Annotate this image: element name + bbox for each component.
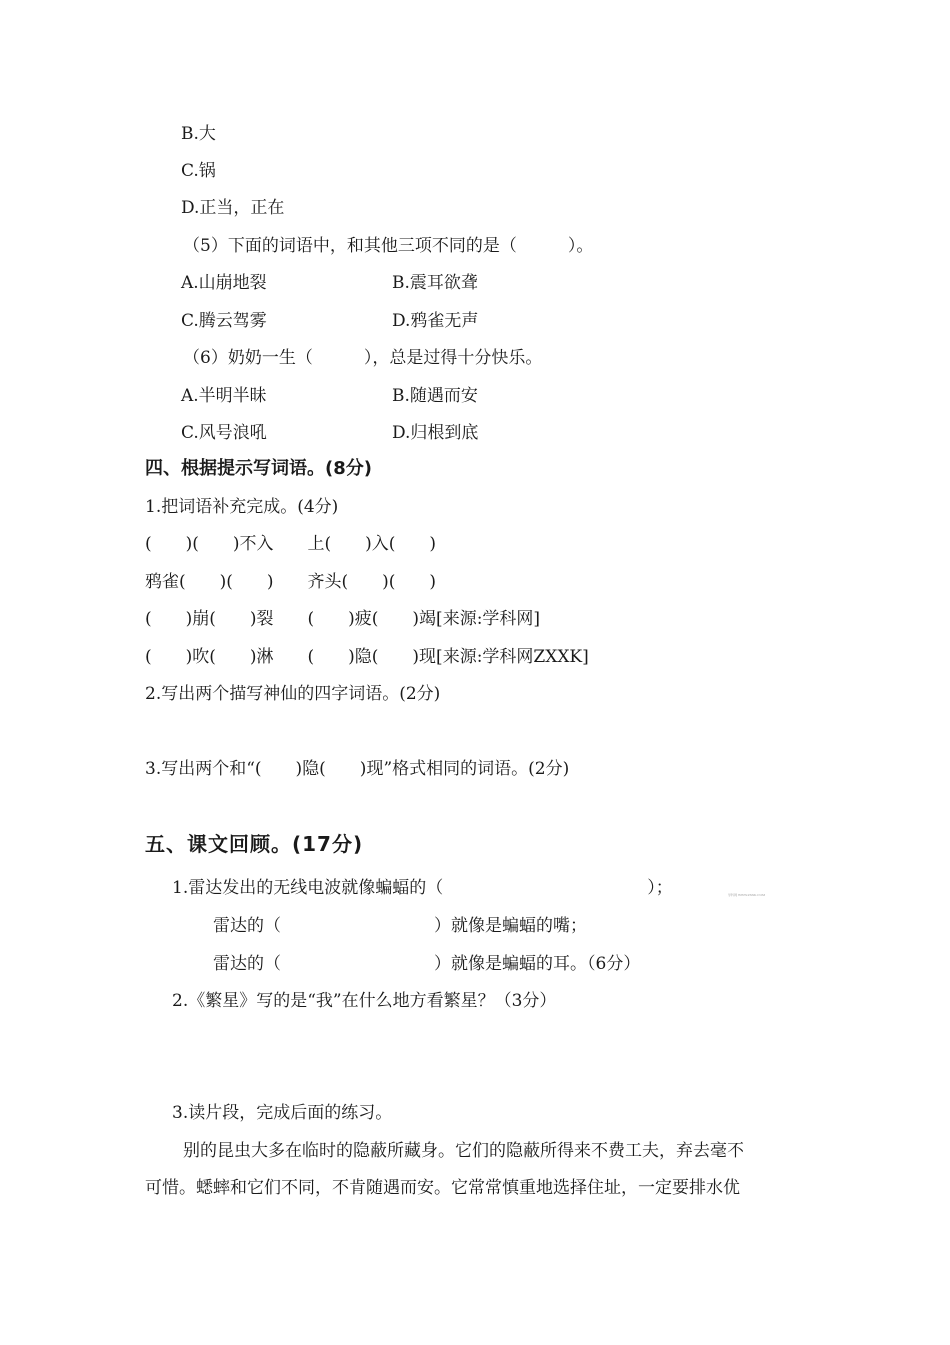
q6-option-c: C.风号浪吼 — [181, 423, 267, 443]
q5-option-b: B.震耳欲聋 — [392, 273, 478, 293]
section-4-q3: 3.写出两个和“( )隐( )现”格式相同的词语。(2分) — [145, 759, 570, 779]
section-4-q2: 2.写出两个描写神仙的四字词语。(2分) — [145, 684, 441, 704]
section-5-q1-line-1: 1.雷达发出的无线电波就像蝙蝠的（ ）； — [172, 878, 673, 898]
option-b: B.大 — [181, 124, 216, 144]
fill-row-1: ( )( )不入 上( )入( ) — [145, 534, 437, 554]
q5-option-a: A.山崩地裂 — [181, 273, 267, 293]
section-4-q1: 1.把词语补充完成。(4分) — [145, 497, 339, 517]
q5-option-d: D.鸦雀无声 — [392, 311, 479, 331]
section-4-title: 四、根据提示写词语。(8分) — [145, 458, 372, 479]
watermark: 学科网 WWW.ZXXK.COM — [728, 893, 766, 897]
fill-row-2: 鸦雀( )( ) 齐头( )( ) — [145, 572, 437, 592]
section-5-q2: 2.《繁星》写的是“我”在什么地方看繁星？（3分） — [172, 991, 557, 1011]
passage-line-1: 别的昆虫大多在临时的隐蔽所藏身。它们的隐蔽所得来不费工夫，弃去毫不 — [183, 1141, 744, 1161]
question-5-stem: （5）下面的词语中，和其他三项不同的是（ ）。 — [183, 236, 594, 256]
fill-row-4: ( )吹( )淋 ( )隐( )现[来源:学科网ZXXK] — [145, 647, 589, 667]
q5-option-c: C.腾云驾雾 — [181, 311, 267, 331]
section-5-q1-line-3: 雷达的（ ）就像是蝙蝠的耳。（6分） — [213, 954, 641, 974]
section-5-title: 五、课文回顾。(17分) — [145, 832, 364, 856]
passage-line-2: 可惜。蟋蟀和它们不同，不肯随遇而安。它常常慎重地选择住址，一定要排水优 — [145, 1178, 740, 1198]
q6-option-a: A.半明半昧 — [181, 386, 267, 406]
fill-row-3: ( )崩( )裂 ( )疲( )竭[来源:学科网] — [145, 609, 541, 629]
section-5-q3: 3.读片段，完成后面的练习。 — [172, 1103, 393, 1123]
q6-option-d: D.归根到底 — [392, 423, 479, 443]
question-6-stem: （6）奶奶一生（ ），总是过得十分快乐。 — [183, 348, 543, 368]
option-c: C.锅 — [181, 161, 216, 181]
section-5-q1-line-2: 雷达的（ ）就像是蝙蝠的嘴； — [213, 916, 587, 936]
q6-option-b: B.随遇而安 — [392, 386, 478, 406]
option-d: D.正当，正在 — [181, 198, 285, 218]
